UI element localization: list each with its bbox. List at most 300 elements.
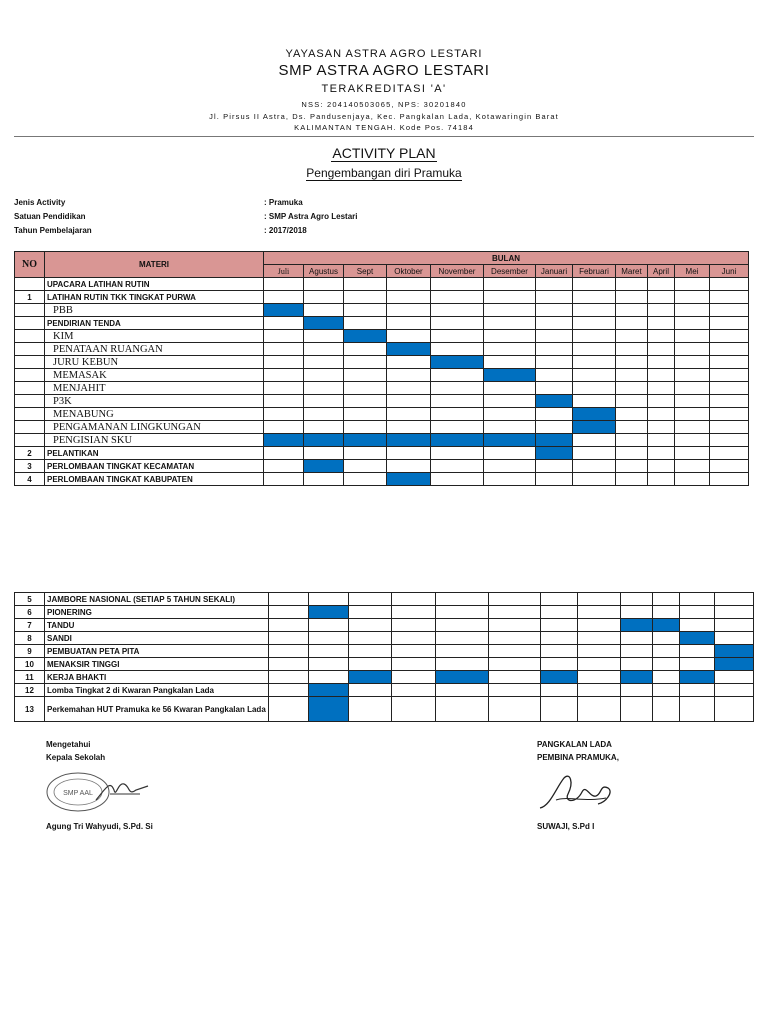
month-cell [387, 330, 431, 343]
month-cell [308, 632, 348, 645]
school-ids: NSS: 204140503065, NPS: 30201840 [301, 100, 467, 109]
row-materi: TANDU [45, 619, 269, 632]
month-cell [435, 632, 488, 645]
month-cell [648, 421, 675, 434]
month-cell [573, 395, 616, 408]
month-cell [710, 434, 749, 447]
month-cell [268, 645, 308, 658]
table-row [15, 278, 749, 291]
month-cell [536, 421, 573, 434]
month-cell [536, 317, 573, 330]
month-cell [573, 460, 616, 473]
row-number: 3 [15, 460, 45, 473]
month-cell [536, 434, 573, 447]
month-cell [710, 421, 749, 434]
sig-left-line2: Kepala Sekolah [46, 753, 106, 762]
row-materi: PENGISIAN SKU [45, 434, 264, 447]
month-cell [344, 421, 387, 434]
month-cell [431, 343, 484, 356]
table-row [15, 632, 754, 645]
month-cell [652, 632, 679, 645]
month-cell [679, 632, 714, 645]
month-cell [387, 421, 431, 434]
month-cell [620, 619, 652, 632]
month-cell [264, 343, 304, 356]
month-cell [387, 434, 431, 447]
month-juli: Juli [264, 265, 304, 278]
month-cell [488, 684, 540, 697]
month-cell [264, 330, 304, 343]
row-materi: MENJAHIT [45, 382, 264, 395]
activity-table-2 [14, 592, 754, 722]
month-cell [573, 421, 616, 434]
month-cell [675, 304, 710, 317]
row-materi: PENATAAN RUANGAN [45, 343, 264, 356]
document-title: ACTIVITY PLAN [332, 145, 436, 161]
table-row [15, 382, 749, 395]
month-cell [675, 291, 710, 304]
month-cell [536, 460, 573, 473]
month-cell [577, 697, 620, 722]
month-cell [308, 697, 348, 722]
month-cell [387, 278, 431, 291]
row-materi: JURU KEBUN [45, 356, 264, 369]
month-cell [620, 593, 652, 606]
month-cell [387, 356, 431, 369]
month-cell [577, 606, 620, 619]
month-cell [488, 645, 540, 658]
month-cell [679, 697, 714, 722]
month-cell [348, 658, 391, 671]
table-row [15, 343, 749, 356]
month-cell [348, 593, 391, 606]
month-cell [616, 330, 648, 343]
month-cell [652, 619, 679, 632]
row-number [15, 343, 45, 356]
table-row [15, 684, 754, 697]
row-number: 10 [15, 658, 45, 671]
table-row [15, 645, 754, 658]
month-cell [484, 408, 536, 421]
month-cell [616, 460, 648, 473]
table-row [15, 447, 749, 460]
month-cell [304, 317, 344, 330]
month-cell [344, 291, 387, 304]
row-number [15, 317, 45, 330]
month-cell [648, 473, 675, 486]
month-cell [304, 278, 344, 291]
month-cell [344, 434, 387, 447]
month-cell [264, 304, 304, 317]
row-number [15, 369, 45, 382]
month-cell [431, 460, 484, 473]
month-cell [348, 671, 391, 684]
month-cell [616, 408, 648, 421]
principal-stamp-signature [44, 770, 154, 816]
month-cell [484, 473, 536, 486]
month-cell [488, 697, 540, 722]
month-cell [648, 356, 675, 369]
month-cell [264, 317, 304, 330]
month-cell [488, 658, 540, 671]
month-cell [652, 606, 679, 619]
info-activity [14, 198, 414, 207]
activity-rows-2 [15, 593, 754, 722]
month-cell [304, 421, 344, 434]
row-number: 9 [15, 645, 45, 658]
table-row [15, 408, 749, 421]
month-cell [536, 343, 573, 356]
month-cell [710, 304, 749, 317]
month-cell [264, 447, 304, 460]
month-cell [391, 697, 435, 722]
row-materi: PBB [45, 304, 264, 317]
month-cell [652, 697, 679, 722]
month-cell [675, 356, 710, 369]
month-cell [304, 304, 344, 317]
info-label: Satuan Pendidikan [14, 212, 86, 221]
month-cell [573, 434, 616, 447]
month-cell [264, 382, 304, 395]
sig-left-line1: Mengetahui [46, 740, 91, 749]
row-materi: Perkemahan HUT Pramuka ke 56 Kwaran Pangkalan Lada [45, 697, 269, 722]
header-bulan: BULAN [264, 252, 749, 265]
month-cell [484, 447, 536, 460]
row-number: 8 [15, 632, 45, 645]
month-cell [431, 291, 484, 304]
row-number: 4 [15, 473, 45, 486]
month-cell [616, 317, 648, 330]
month-cell [484, 330, 536, 343]
month-cell [304, 356, 344, 369]
month-cell [344, 356, 387, 369]
activity-rows-1 [15, 278, 749, 486]
month-cell [431, 447, 484, 460]
month-cell [573, 369, 616, 382]
month-cell [435, 606, 488, 619]
month-cell [620, 671, 652, 684]
month-cell [577, 619, 620, 632]
month-cell [264, 460, 304, 473]
month-cell [577, 684, 620, 697]
month-cell [710, 369, 749, 382]
month-cell [540, 671, 577, 684]
month-cell [268, 697, 308, 722]
month-cell [387, 447, 431, 460]
row-materi: LATIHAN RUTIN TKK TINGKAT PURWA [45, 291, 264, 304]
month-cell [540, 684, 577, 697]
month-cell [348, 619, 391, 632]
row-number [15, 421, 45, 434]
month-cell [710, 317, 749, 330]
row-number [15, 434, 45, 447]
month-november: November [431, 265, 484, 278]
month-cell [264, 434, 304, 447]
month-cell [652, 671, 679, 684]
row-materi: SANDI [45, 632, 269, 645]
month-cell [391, 619, 435, 632]
table-row [15, 460, 749, 473]
month-cell [304, 460, 344, 473]
month-cell [714, 593, 753, 606]
month-cell [435, 658, 488, 671]
table-row [15, 356, 749, 369]
month-cell [304, 473, 344, 486]
row-materi: UPACARA LATIHAN RUTIN [45, 278, 264, 291]
month-cell [431, 356, 484, 369]
month-cell [536, 447, 573, 460]
sig-left-name: Agung Tri Wahyudi, S.Pd. Si [46, 822, 153, 831]
month-cell [435, 697, 488, 722]
month-cell [344, 382, 387, 395]
month-cell [675, 330, 710, 343]
month-cell [616, 421, 648, 434]
month-cell [387, 291, 431, 304]
month-cell [616, 447, 648, 460]
month-cell [268, 593, 308, 606]
month-cell [484, 304, 536, 317]
month-cell [268, 684, 308, 697]
month-cell [484, 317, 536, 330]
month-cell [652, 684, 679, 697]
month-cell [304, 408, 344, 421]
month-cell [675, 434, 710, 447]
month-cell [573, 382, 616, 395]
month-cell [344, 460, 387, 473]
month-cell [344, 343, 387, 356]
month-cell [308, 671, 348, 684]
month-cell [536, 278, 573, 291]
month-cell [344, 473, 387, 486]
month-cell [435, 619, 488, 632]
month-cell [714, 632, 753, 645]
table-row [15, 395, 749, 408]
month-cell [264, 421, 304, 434]
month-cell [264, 278, 304, 291]
row-materi: PENGAMANAN LINGKUNGAN [45, 421, 264, 434]
month-cell [620, 697, 652, 722]
month-cell [387, 460, 431, 473]
month-cell [710, 460, 749, 473]
month-cell [710, 447, 749, 460]
month-cell [488, 606, 540, 619]
month-cell [616, 382, 648, 395]
month-mei: Mei [675, 265, 710, 278]
month-cell [679, 606, 714, 619]
month-cell [540, 632, 577, 645]
month-cell [573, 278, 616, 291]
month-cell [264, 369, 304, 382]
month-cell [344, 278, 387, 291]
month-cell [710, 291, 749, 304]
month-cell [431, 330, 484, 343]
school-region: KALIMANTAN TENGAH. Kode Pos. 74184 [294, 123, 474, 132]
row-materi: MENAKSIR TINGGI [45, 658, 269, 671]
month-april: April [648, 265, 675, 278]
info-year [14, 226, 414, 235]
month-cell [435, 645, 488, 658]
sig-right-line1: PANGKALAN LADA [537, 740, 612, 749]
month-cell [484, 369, 536, 382]
month-cell [431, 369, 484, 382]
month-cell [268, 619, 308, 632]
month-cell [304, 382, 344, 395]
month-cell [679, 684, 714, 697]
month-maret: Maret [616, 265, 648, 278]
month-cell [264, 356, 304, 369]
month-cell [268, 606, 308, 619]
month-cell [616, 395, 648, 408]
table-row [15, 369, 749, 382]
month-cell [710, 356, 749, 369]
month-cell [710, 408, 749, 421]
month-cell [308, 606, 348, 619]
info-value: : SMP Astra Agro Lestari [264, 212, 358, 221]
month-cell [431, 421, 484, 434]
month-cell [536, 304, 573, 317]
month-cell [431, 278, 484, 291]
accreditation: TERAKREDITASI 'A' [321, 83, 447, 95]
month-cell [679, 593, 714, 606]
row-number [15, 382, 45, 395]
month-cell [675, 317, 710, 330]
month-cell [648, 369, 675, 382]
month-cell [264, 291, 304, 304]
header-no: NO [15, 252, 45, 278]
month-cell [304, 447, 344, 460]
row-number: 13 [15, 697, 45, 722]
month-cell [573, 356, 616, 369]
month-cell [264, 408, 304, 421]
month-cell [435, 593, 488, 606]
month-cell [577, 658, 620, 671]
month-cell [710, 343, 749, 356]
month-cell [573, 304, 616, 317]
month-cell [391, 658, 435, 671]
month-cell [573, 473, 616, 486]
month-cell [344, 408, 387, 421]
month-cell [387, 369, 431, 382]
month-cell [577, 671, 620, 684]
row-number [15, 395, 45, 408]
month-cell [308, 658, 348, 671]
school-name: SMP ASTRA AGRO LESTARI [278, 62, 490, 79]
month-cell [348, 684, 391, 697]
month-cell [648, 317, 675, 330]
month-cell [710, 278, 749, 291]
month-februari: Februari [573, 265, 616, 278]
month-cell [710, 395, 749, 408]
sig-right-line2: PEMBINA PRAMUKA, [537, 753, 619, 762]
month-cell [648, 382, 675, 395]
month-cell [488, 619, 540, 632]
month-cell [620, 684, 652, 697]
month-cell [616, 343, 648, 356]
month-cell [431, 473, 484, 486]
month-cell [387, 317, 431, 330]
month-cell [484, 343, 536, 356]
month-cell [484, 356, 536, 369]
month-cell [573, 408, 616, 421]
month-cell [304, 330, 344, 343]
month-cell [304, 434, 344, 447]
month-cell [536, 395, 573, 408]
month-cell [577, 645, 620, 658]
month-cell [648, 434, 675, 447]
month-cell [648, 291, 675, 304]
month-cell [714, 697, 753, 722]
month-cell [488, 632, 540, 645]
month-cell [573, 317, 616, 330]
month-cell [679, 671, 714, 684]
month-cell [348, 645, 391, 658]
month-cell [710, 330, 749, 343]
month-cell [391, 606, 435, 619]
row-number: 2 [15, 447, 45, 460]
month-cell [304, 291, 344, 304]
month-cell [540, 606, 577, 619]
month-cell [344, 330, 387, 343]
table-row [15, 606, 754, 619]
month-cell [268, 671, 308, 684]
month-cell [675, 460, 710, 473]
month-cell [710, 473, 749, 486]
month-cell [387, 408, 431, 421]
month-cell [391, 671, 435, 684]
table-row [15, 619, 754, 632]
month-cell [675, 447, 710, 460]
header-materi: MATERI [45, 252, 264, 278]
month-cell [268, 632, 308, 645]
month-cell [344, 369, 387, 382]
month-cell [679, 619, 714, 632]
month-cell [484, 291, 536, 304]
row-number: 12 [15, 684, 45, 697]
month-cell [387, 395, 431, 408]
month-cell [648, 330, 675, 343]
row-materi: MENABUNG [45, 408, 264, 421]
month-cell [675, 408, 710, 421]
month-cell [679, 645, 714, 658]
month-cell [431, 434, 484, 447]
month-cell [264, 395, 304, 408]
month-sept: Sept [344, 265, 387, 278]
table-row [15, 671, 754, 684]
month-cell [536, 382, 573, 395]
month-cell [679, 658, 714, 671]
month-cell [536, 473, 573, 486]
month-cell [387, 382, 431, 395]
foundation-name: YAYASAN ASTRA AGRO LESTARI [285, 48, 483, 60]
month-desember: Desember [484, 265, 536, 278]
document-subtitle: Pengembangan diri Pramuka [306, 166, 462, 180]
month-cell [484, 382, 536, 395]
month-cell [484, 460, 536, 473]
month-cell [714, 619, 753, 632]
row-materi: Lomba Tingkat 2 di Kwaran Pangkalan Lada [45, 684, 269, 697]
row-number: 6 [15, 606, 45, 619]
month-cell [540, 658, 577, 671]
month-cell [304, 395, 344, 408]
row-materi: KERJA BHAKTI [45, 671, 269, 684]
month-cell [308, 645, 348, 658]
month-cell [431, 304, 484, 317]
month-cell [675, 382, 710, 395]
month-oktober: Oktober [387, 265, 431, 278]
month-cell [616, 291, 648, 304]
month-cell [344, 395, 387, 408]
month-cell [387, 304, 431, 317]
